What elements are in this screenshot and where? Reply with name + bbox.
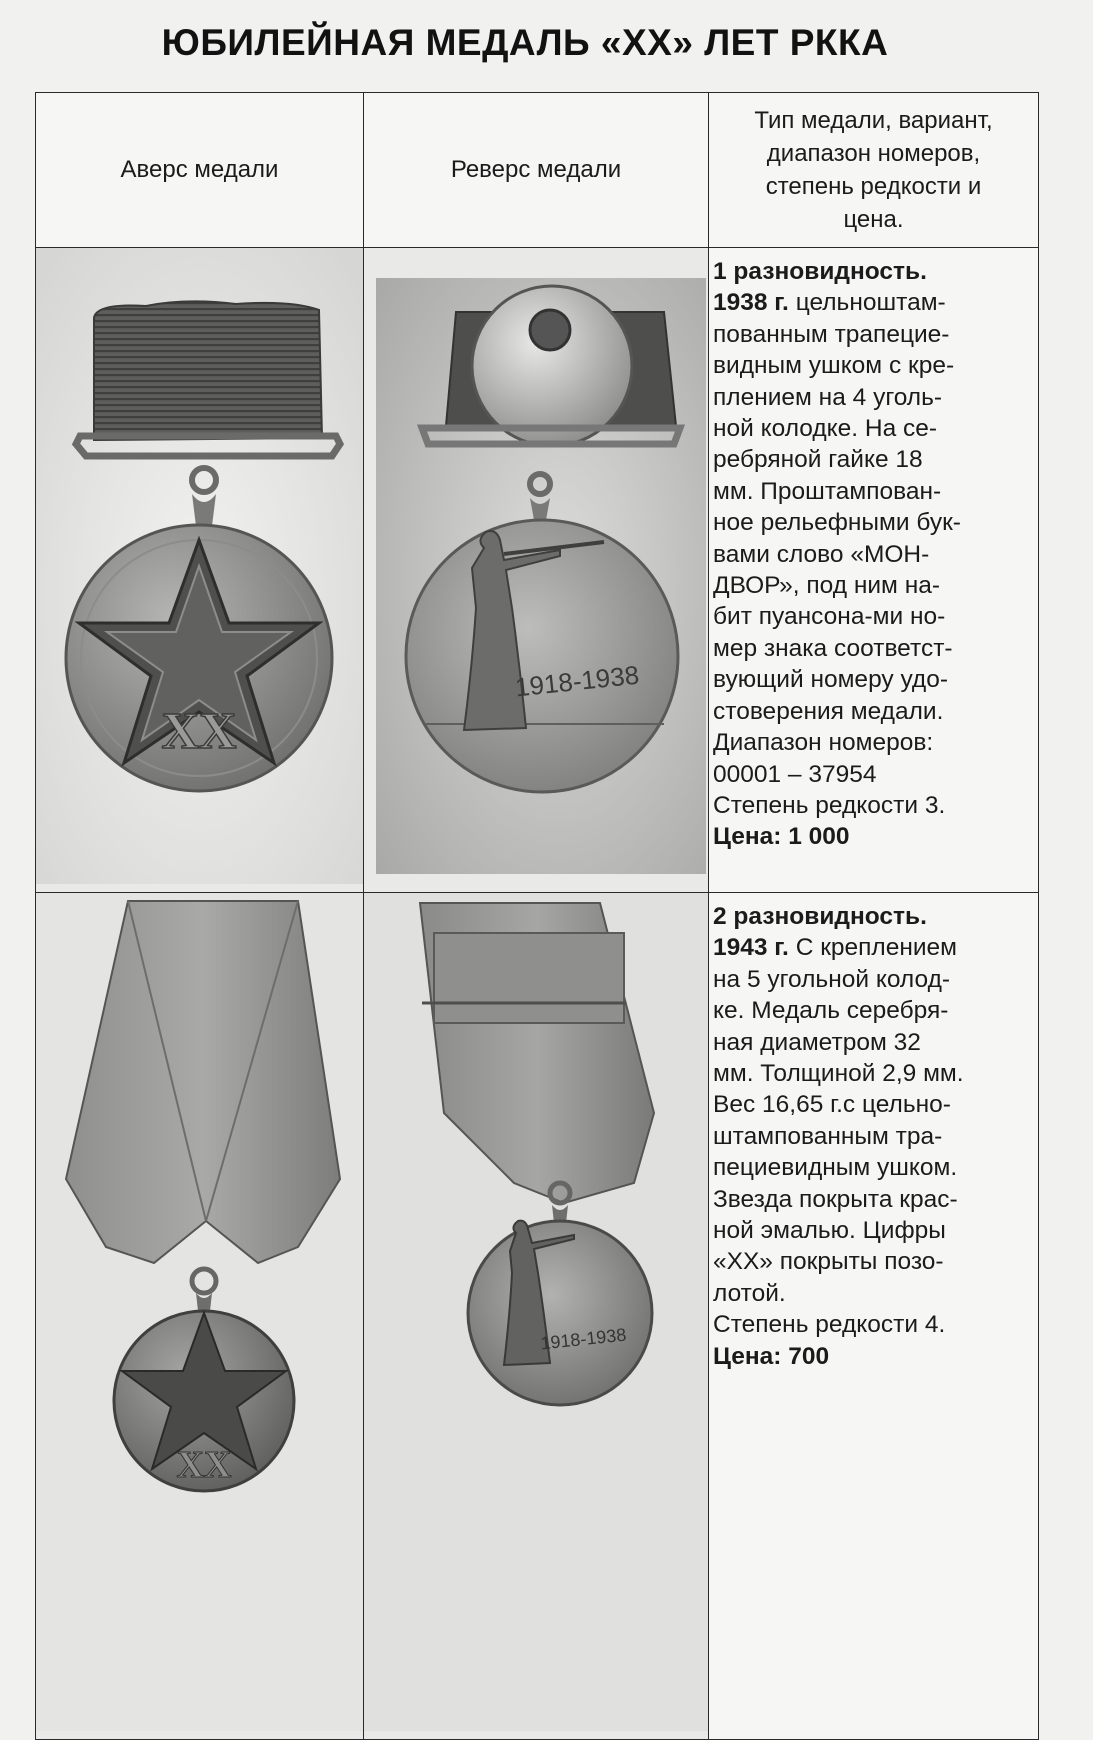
variant-2-line: ная диаметром 32 bbox=[713, 1028, 921, 1056]
variant-2-line: мм. Толщиной 2,9 мм. bbox=[713, 1060, 964, 1088]
variant-1-line: ное рельефными бук- bbox=[713, 509, 961, 537]
obverse-xx-text: XX bbox=[161, 703, 237, 760]
header-desc-line: цена. bbox=[843, 206, 904, 233]
reverse-2-dates-text: 1918-1938 bbox=[539, 1324, 628, 1354]
header-row bbox=[36, 93, 1039, 248]
variant-2-line: Вес 16,65 г.с цельно- bbox=[713, 1091, 951, 1119]
reverse-medal-2-image bbox=[364, 893, 708, 1731]
medal-table bbox=[35, 92, 1039, 1740]
variant-1-line: плением на 4 уголь- bbox=[713, 383, 943, 411]
variant-1-line: вами слово «МОН- bbox=[713, 540, 930, 568]
header-desc-line: Тип медали, вариант, bbox=[754, 107, 993, 134]
variant-1-line: Степень редкости 3. bbox=[713, 791, 946, 819]
variant-2-line: штампованным тра- bbox=[713, 1122, 943, 1150]
variant-1-line: бит пуансона-ми но- bbox=[713, 603, 946, 631]
variant-1-heading: 1 разновидность. bbox=[713, 258, 927, 285]
header-obverse: Аверс медали bbox=[36, 93, 364, 248]
variant-1-obverse-photo bbox=[36, 248, 364, 893]
page-title: ЮБИЛЕЙНАЯ МЕДАЛЬ «XX» ЛЕТ РККА bbox=[161, 22, 889, 63]
variant-1-line: ребряной гайке 18 bbox=[713, 446, 923, 474]
variant-2-reverse-photo bbox=[364, 893, 709, 1740]
variant-1-line: мер знака соответст- bbox=[713, 634, 953, 662]
obverse-2-xx-text: XX bbox=[176, 1444, 232, 1486]
variant-2-line: «XX» покрыты позо- bbox=[713, 1248, 944, 1276]
variant-1-line: вующий номеру удо- bbox=[713, 666, 948, 694]
variant-1-line: пованным трапецие- bbox=[713, 320, 950, 348]
reverse-dates-text: 1918-1938 bbox=[513, 659, 641, 703]
variant-2-year: 1943 г. bbox=[713, 934, 789, 962]
header-desc-line: диапазон номеров, bbox=[766, 140, 981, 167]
obverse-medal-2-image bbox=[36, 893, 363, 1731]
variant-2-line: пециевидным ушком. bbox=[713, 1154, 958, 1182]
variant-2-heading: 2 разновидность. bbox=[713, 903, 927, 930]
variant-1-line: Диапазон номеров: bbox=[713, 729, 934, 757]
variant-1-line: цельноштам- bbox=[795, 289, 946, 317]
variant-1-reverse-photo bbox=[364, 248, 709, 893]
variant-2-line: Степень редкости 4. bbox=[713, 1311, 946, 1339]
variant-1-line: стоверения медали. bbox=[713, 697, 944, 725]
variant-2-line: Звезда покрыта крас- bbox=[713, 1185, 958, 1213]
header-reverse: Реверс медали bbox=[364, 93, 709, 248]
variant-2-row bbox=[36, 893, 1039, 1740]
variant-1-line: ной колодке. На се- bbox=[713, 415, 938, 443]
variant-1-description bbox=[709, 248, 1039, 893]
variant-2-description bbox=[709, 893, 1039, 1740]
header-description bbox=[709, 93, 1039, 248]
variant-1-line: видным ушком с кре- bbox=[713, 352, 955, 380]
variant-1-price: Цена: 1 000 bbox=[713, 823, 850, 851]
variant-2-line: С креплением bbox=[795, 934, 958, 962]
obverse-medal-1-image bbox=[36, 248, 363, 884]
variant-2-line: на 5 угольной колод- bbox=[713, 965, 951, 993]
variant-1-line: 00001 – 37954 bbox=[713, 760, 877, 788]
variant-2-line: ной эмалью. Цифры bbox=[713, 1217, 946, 1245]
variant-2-price: Цена: 700 bbox=[713, 1342, 830, 1370]
variant-1-row bbox=[36, 248, 1039, 893]
variant-1-year: 1938 г. bbox=[713, 289, 789, 317]
variant-2-line: лотой. bbox=[713, 1279, 786, 1307]
reverse-medal-1-image bbox=[364, 248, 708, 884]
variant-1-line: мм. Проштампован- bbox=[713, 477, 942, 505]
header-desc-line: степень редкости и bbox=[765, 173, 982, 200]
variant-1-line: ДВОР», под ним на- bbox=[713, 572, 941, 600]
variant-2-line: ке. Медаль серебря- bbox=[713, 997, 949, 1025]
variant-2-obverse-photo bbox=[36, 893, 364, 1740]
